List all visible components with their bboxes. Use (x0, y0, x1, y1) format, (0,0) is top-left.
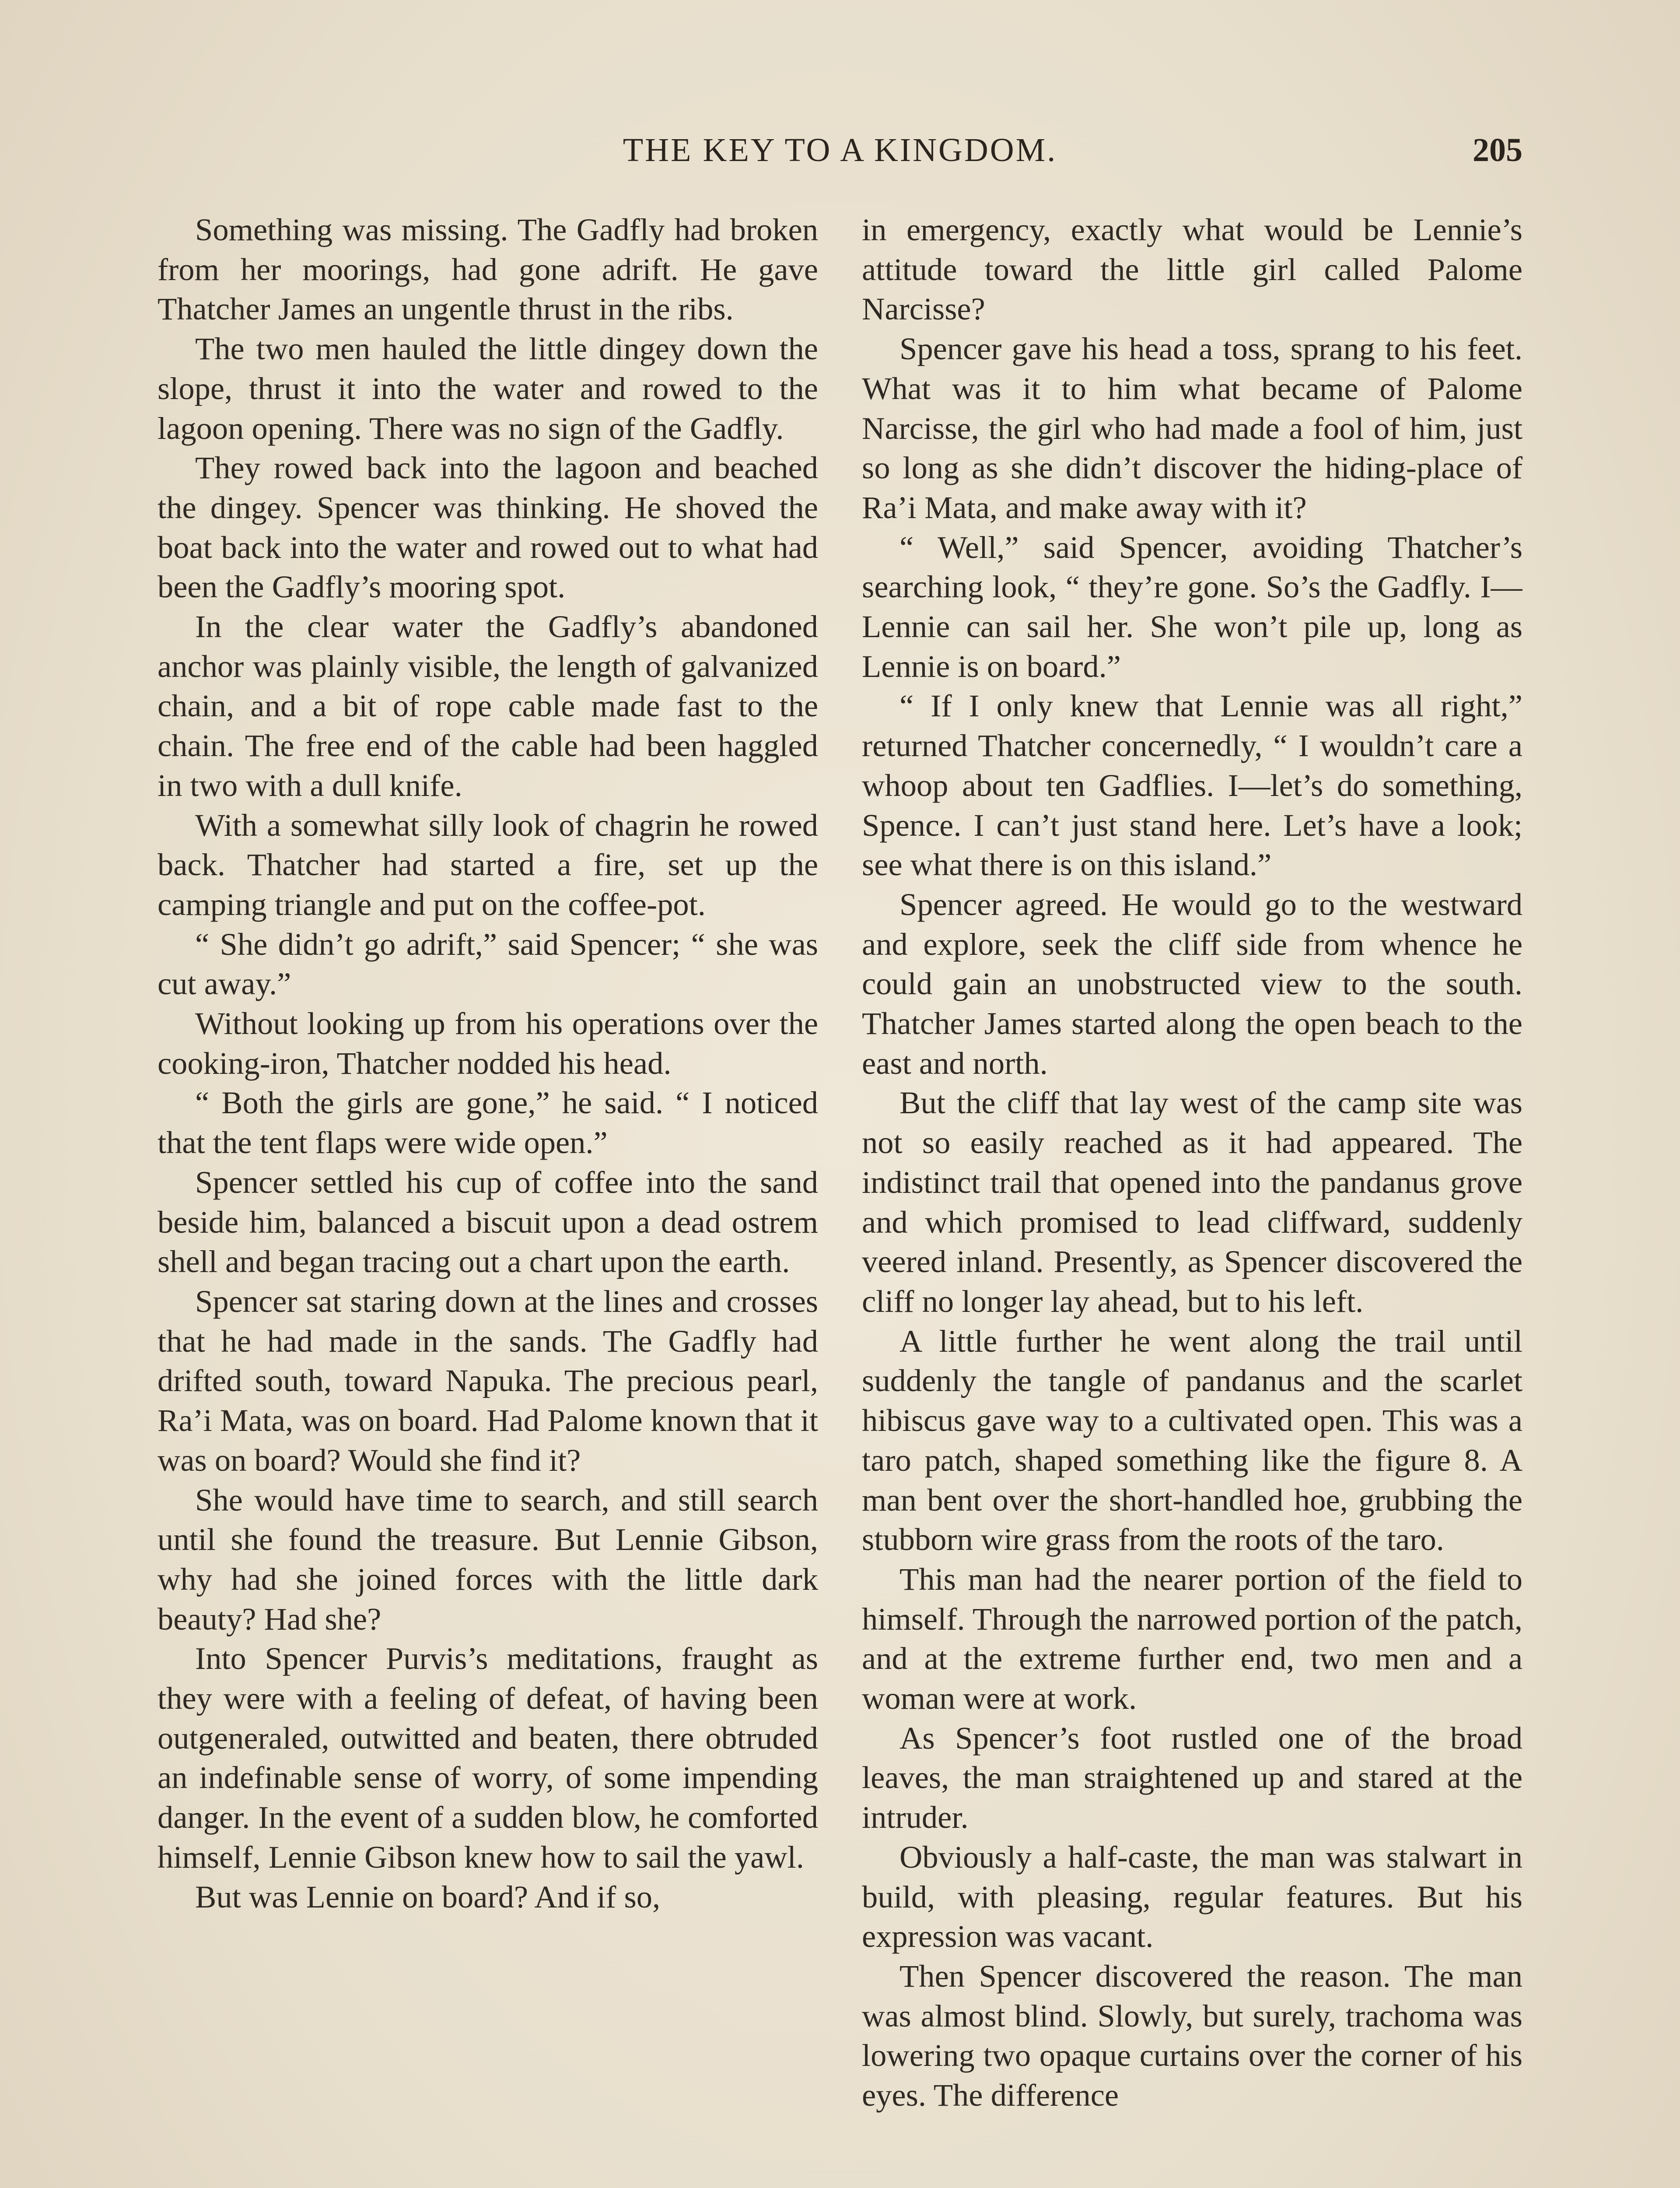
page-header (158, 131, 1522, 179)
paragraph: She would have time to search, and still search until she found the treasure. But Lennie Gibson, why had she joined forces with the little dark beauty? Had she? (158, 1482, 818, 1637)
paragraph: Obviously a half-caste, the man was stalwart in build, with pleasing, regular features. But his expression was vacant. (862, 1839, 1522, 1954)
paragraph: Spencer settled his cup of coffee into the sand beside him, balanced a biscuit upon a dead ostrem shell and began tracing out a chart upon the earth. (158, 1164, 818, 1280)
paragraph: Spencer agreed. He would go to the westward and explore, seek the cliff side from whence he could gain an unobstructed view to the south. Thatcher James started along the open beach to the east and north. (862, 886, 1522, 1081)
paragraph: “ Well,” said Spencer, avoiding Thatcher’s searching look, “ they’re gone. So’s the Gadfly. I—Lennie can sail her. She won’t pile up, long as Lennie is on board.” (862, 529, 1522, 684)
paragraph: In the clear water the Gadfly’s abandoned anchor was plainly visible, the length of galvanized chain, and a bit of rope cable made fast to the chain. The free end of the cable had been haggled in two with a dull knife. (158, 609, 818, 803)
paragraph: As Spencer’s foot rustled one of the broad leaves, the man straightened up and stared at the intruder. (862, 1720, 1522, 1835)
paragraph: This man had the nearer portion of the field to himself. Through the narrowed portion of the patch, and at the extreme further end, two men and a woman were at work. (862, 1561, 1522, 1716)
paragraph: But the cliff that lay west of the camp site was not so easily reached as it had appeared. The indistinct trail that opened into the pandanus grove and which promised to lead cliffward, suddenly veered inland. Presently, as Spencer discovered the cliff no longer lay ahead, but to his left. (862, 1085, 1522, 1319)
paragraph: Then Spencer discovered the reason. The man was almost blind. Slowly, but surely, trachoma was lowering two opaque curtains over the corner of his eyes. The difference (862, 1958, 1522, 2113)
paragraph: With a somewhat silly look of chagrin he rowed back. Thatcher had started a fire, set up the camping triangle and put on the coffee-pot. (158, 807, 818, 922)
paragraph: in emergency, exactly what would be Lennie’s attitude toward the little girl called Palome Narcisse? (862, 212, 1522, 327)
paragraph: Spencer gave his head a toss, sprang to his feet. What was it to him what became of Palome Narcisse, the girl who had made a fool of him, just so long as she didn’t discover the hiding-place of Ra’i Mata, and make away with it? (862, 331, 1522, 525)
text-columns (158, 210, 1522, 2188)
page-number: 205 (1473, 132, 1522, 168)
paragraph: The two men hauled the little dingey down the slope, thrust it into the water and rowed to the lagoon opening. There was no sign of the Gadfly. (158, 331, 818, 446)
paragraph: They rowed back into the lagoon and beached the dingey. Spencer was thinking. He shoved the boat back into the water and rowed out to what had been the Gadfly’s mooring spot. (158, 450, 818, 605)
paragraph: “ She didn’t go adrift,” said Spencer; “ she was cut away.” (158, 926, 818, 1002)
running-title: THE KEY TO A KINGDOM. (623, 132, 1057, 168)
paragraph: A little further he went along the trail until suddenly the tangle of pandanus and the scarlet hibiscus gave way to a cultivated open. This was a taro patch, shaped something like the figure 8. A man bent over the short-handled hoe, grubbing the stubborn wire grass from the roots of the taro. (862, 1323, 1522, 1557)
left-column (158, 210, 818, 2188)
paragraph: Into Spencer Purvis’s meditations, fraught as they were with a feeling of defeat, of having been outgeneraled, outwitted and beaten, there obtruded an indefinable sense of worry, of some impending danger. In the event of a sudden blow, he comforted himself, Lennie Gibson knew how to sail the yawl. (158, 1641, 818, 1875)
paragraph: Without looking up from his operations over the cooking-iron, Thatcher nodded his head. (158, 1006, 818, 1081)
right-column (862, 210, 1522, 2188)
paragraph: Spencer sat staring down at the lines and crosses that he had made in the sands. The Gadfly had drifted south, toward Napuka. The precious pearl, Ra’i Mata, was on board. Had Palome known that it was on board? Would she find it? (158, 1283, 818, 1478)
paragraph: “ Both the girls are gone,” he said. “ I noticed that the tent flaps were wide open.” (158, 1085, 818, 1161)
paragraph: Something was missing. The Gadfly had broken from her moorings, had gone adrift. He gave Thatcher James an ungentle thrust in the ribs. (158, 212, 818, 327)
paragraph: “ If I only knew that Lennie was all right,” returned Thatcher concernedly, “ I wouldn’t care a whoop about ten Gadflies. I—let’s do something, Spence. I can’t just stand here. Let’s have a look; see what there is on this island.” (862, 688, 1522, 883)
paragraph: But was Lennie on board? And if so, (195, 1879, 661, 1914)
